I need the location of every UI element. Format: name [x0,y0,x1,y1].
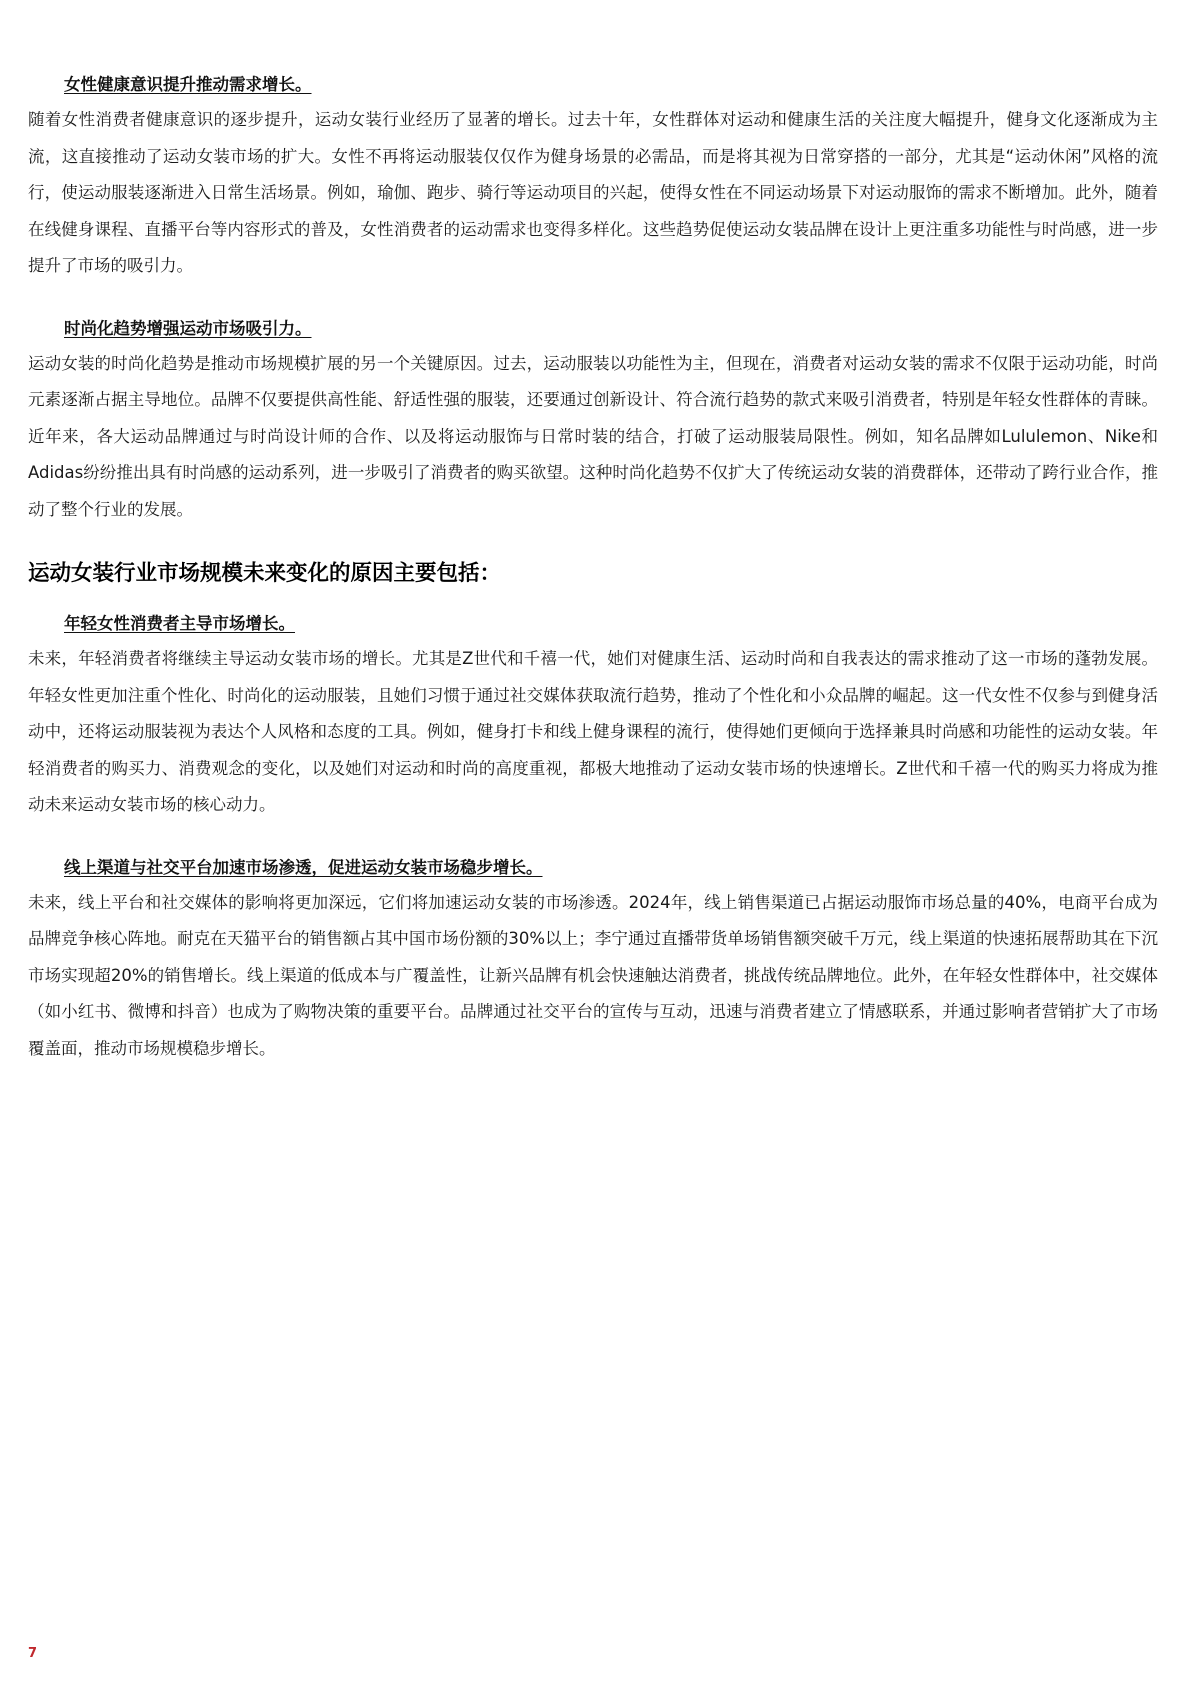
subheading-fashion: 时尚化趋势增强运动市场吸引力。 [64,318,312,338]
section-block-fashion [28,316,1158,529]
section-block-online-channels [28,855,1158,1068]
page-number: 7 [28,1646,38,1661]
subheading-online-channels: 线上渠道与社交平台加速市场渗透，促进运动女装市场稳步增长。 [64,857,543,877]
paragraph-young-consumers: 未来，年轻消费者将继续主导运动女装市场的增长。尤其是Z世代和千禧一代，她们对健康生活、运动时尚和自我表达的需求推动了这一市场的蓬勃发展。年轻女性更加注重个性化、时尚化的运动服装，且她们习惯于通过社交媒体获取流行趋势，推动了个性化和小众品牌的崛起。这一代女性不仅参与到健身活动中，还将运动服装视为表达个人风格和态度的工具。例如，健身打卡和线上健身课程的流行，使得她们更倾向于选择兼具时尚感和功能性的运动女装。年轻消费者的购买力、消费观念的变化，以及她们对运动和时尚的高度重视，都极大地推动了运动女装市场的快速增长。Z世代和千禧一代的购买力将成为推动未来运动女装市场的核心动力。 [28,649,1158,814]
paragraph-health: 随着女性消费者健康意识的逐步提升，运动女装行业经历了显著的增长。过去十年，女性群体对运动和健康生活的关注度大幅提升，健身文化逐渐成为主流，这直接推动了运动女装市场的扩大。女性不再将运动服装仅仅作为健身场景的必需品，而是将其视为日常穿搭的一部分，尤其是“运动休闲”风格的流行，使运动服装逐渐进入日常生活场景。例如，瑜伽、跑步、骑行等运动项目的兴起，使得女性在不同运动场景下对运动服饰的需求不断增加。此外，随着在线健身课程、直播平台等内容形式的普及，女性消费者的运动需求也变得多样化。这些趋势促使运动女装品牌在设计上更注重多功能性与时尚感，进一步提升了市场的吸引力。 [28,110,1158,275]
section-block-young-consumers [28,611,1158,824]
section-block-health [28,72,1158,285]
section-title: 运动女装行业市场规模未来变化的原因主要包括： [28,561,502,586]
paragraph-fashion: 运动女装的时尚化趋势是推动市场规模扩展的另一个关键原因。过去，运动服装以功能性为主，但现在，消费者对运动女装的需求不仅限于运动功能，时尚元素逐渐占据主导地位。品牌不仅要提供高性能、舒适性强的服装，还要通过创新设计、符合流行趋势的款式来吸引消费者，特别是年轻女性群体的青睐。近年来，各大运动品牌通过与时尚设计师的合作、以及将运动服饰与日常时装的结合，打破了运动服装局限性。例如，知名品牌如Lululemon、Nike和Adidas纷纷推出具有时尚感的运动系列，进一步吸引了消费者的购买欲望。这种时尚化趋势不仅扩大了传统运动女装的消费群体，还带动了跨行业合作，推动了整个行业的发展。 [28,353,1158,519]
subheading-health: 女性健康意识提升推动需求增长。 [64,75,312,94]
paragraph-online-channels: 未来，线上平台和社交媒体的影响将更加深远，它们将加速运动女装的市场渗透。2024年，线上销售渠道已占据运动服饰市场总量的40%，电商平台成为品牌竞争核心阵地。耐克在天猫平台的销售额占其中国市场份额的30%以上；李宁通过直播带货单场销售额突破千万元，线上渠道的快速拓展帮助其在下沉市场实现超20%的销售增长。线上渠道的低成本与广覆盖性，让新兴品牌有机会快速触达消费者，挑战传统品牌地位。此外，在年轻女性群体中，社交媒体（如小红书、微博和抖音）也成为了购物决策的重要平台。品牌通过社交平台的宣传与互动，迅速与消费者建立了情感联系，并通过影响者营销扩大了市场覆盖面，推动市场规模稳步增长。 [28,892,1158,1058]
document-page [28,72,1158,1067]
subheading-young-consumers: 年轻女性消费者主导市场增长。 [64,614,295,633]
